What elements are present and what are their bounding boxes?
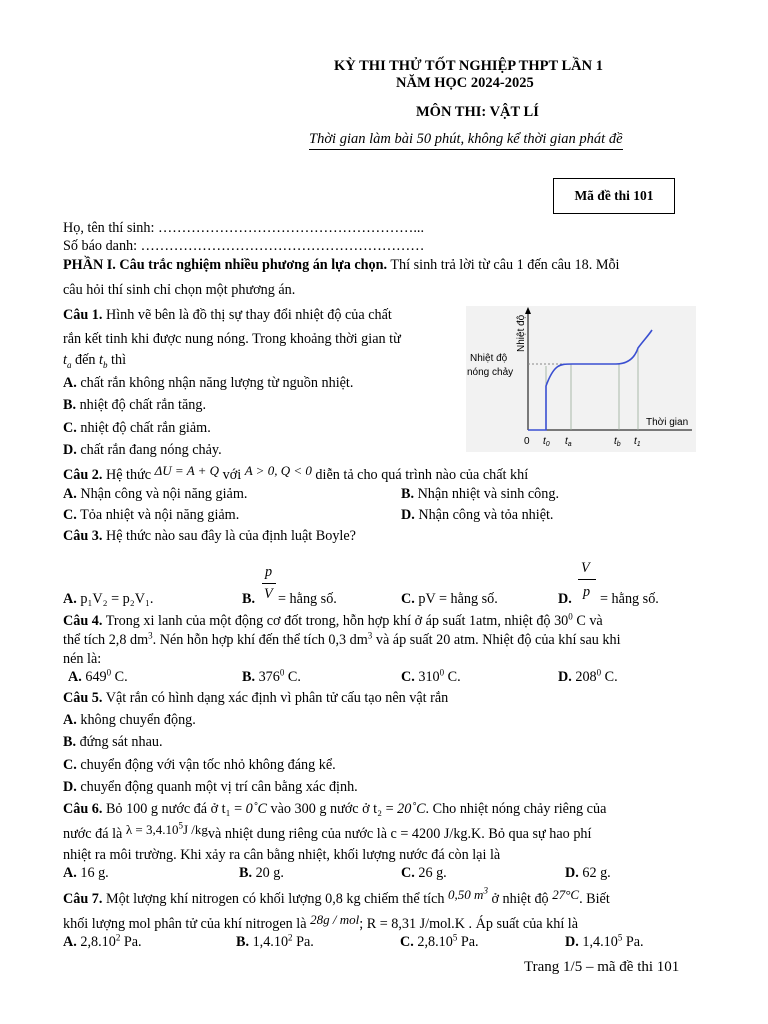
q3-c-label: C.: [401, 591, 415, 607]
q3-b-numerator: p: [265, 564, 273, 580]
q1-d-label: D.: [63, 442, 77, 458]
q3-c-text: pV = hằng số.: [414, 591, 498, 607]
q3-a-label: A.: [63, 591, 77, 607]
origin-label: 0: [524, 436, 530, 447]
q5-option-c: C. chuyển động với vận tốc nhỏ không đáng kể.: [63, 757, 336, 773]
q2-d-label: D.: [401, 507, 415, 523]
q1-mid: đến: [71, 352, 100, 368]
q7-option-a: A. 2,8.10$^2$ Pa.: [63, 932, 142, 950]
q2-a-text: Nhận công và nội năng giảm.: [76, 486, 248, 502]
q4-line1: [63, 612, 603, 630]
q3-a-text: p₁V₂ = p₂V₁.: [76, 591, 154, 607]
part1-heading: [63, 256, 620, 274]
student-id-line: Số báo danh: ……………………………………………………: [63, 238, 425, 254]
q4-option-c: C. $310^0$ C.: [401, 667, 461, 685]
q6-option-d: D. 62 g.: [565, 865, 611, 881]
exam-code: Mã đề thi 101: [574, 188, 654, 203]
q6-line2: nước đá là $\lambda = 3,4.10^5J$ /kgvà nhiệt dung riêng của nước là c = 4200 J/kg.K. Bỏ qua sự hao phí: [63, 820, 592, 842]
q2-with: với: [219, 467, 245, 483]
q2-stem: [63, 463, 529, 484]
q4-text1: Trong xi lanh của một động cơ đốt trong, hỗn hợp khí ở áp suất 1atm, nhiệt độ 30: [102, 613, 569, 629]
time-note: Thời gian làm bài 50 phút, không kể thời gian phát đề: [309, 131, 623, 150]
q3-number: Câu 3.: [63, 528, 103, 544]
q4-line2: thể tích 2,8 $dm^3$. Nén hỗn hợp khí đến thể tích 0,3 $dm^3$ và áp suất 20 atm. Nhiệt độ của khí sau khi: [63, 630, 621, 648]
q1-d-text: chất rắn đang nóng chảy.: [76, 442, 222, 458]
exam-title: KỲ THI THỬ TỐT NGHIỆP THPT LẦN 1: [334, 58, 604, 74]
q3-d-denominator: p: [583, 584, 591, 600]
tb-subscript: b: [103, 359, 108, 370]
q3-d-numerator: V: [581, 560, 590, 576]
q1-number: Câu 1.: [63, 307, 103, 323]
q4-option-b: B. $376^0$ C.: [242, 667, 301, 685]
q2-formula: ΔU = A + Q: [154, 463, 220, 478]
q2-b-text: Nhận nhiệt và sinh công.: [414, 486, 560, 502]
q4-degree: 0: [568, 611, 573, 622]
q5-option-d: D. chuyển động quanh một vị trí cân bằng xác định.: [63, 779, 358, 795]
q1-c-text: nhiệt độ chất rắn giảm.: [76, 420, 211, 436]
melting-graph: [466, 306, 696, 452]
q3-text: Hệ thức nào sau đây là của định luật Boyle?: [102, 528, 356, 544]
q6-line1: Câu 6. Bỏ 100 g nước đá ở t₁ = 0˚C vào 300 g nước ở t₂ = 20˚C. Cho nhiệt nóng chảy riêng của: [63, 801, 607, 817]
q1-option-a: [63, 374, 353, 392]
q4-option-a: A. $649^0$ C.: [68, 667, 128, 685]
q4-line3: nén là:: [63, 651, 102, 667]
q3-stem: [63, 527, 356, 545]
q1-line2: rắn kết tinh khi được nung nóng. Trong khoảng thời gian từ: [63, 331, 401, 347]
x-axis-label: Thời gian: [646, 417, 689, 428]
q3-b-fraction: [262, 564, 276, 608]
q5-option-a: A. không chuyển động.: [63, 712, 196, 728]
q4-text1b: C và: [572, 613, 603, 629]
q6-line3: nhiệt ra môi trường. Khi xảy ra cân bằng nhiệt, khối lượng nước đá còn lại là: [63, 847, 501, 863]
q6-option-a: A. 16 g.: [63, 865, 109, 881]
melt-label-1: Nhiệt độ: [470, 353, 508, 364]
q2-d-text: Nhận công và tỏa nhiệt.: [414, 507, 554, 523]
q7-option-b: B. 1,4.10$^2$ Pa.: [236, 932, 314, 950]
q3-b-denominator: V: [264, 586, 273, 602]
subject-title: MÔN THI: VẬT LÍ: [416, 104, 539, 120]
q7-line2: khối lượng mol phân tử của khí nitrogen là 28g / mol; R = 8,31 J/mol.K . Áp suất của khí là: [63, 912, 579, 932]
q1-line1: [63, 306, 392, 324]
ta-symbol: t: [63, 352, 67, 368]
q6-option-b: B. 20 g.: [239, 865, 284, 881]
q1-text: Hình vẽ bên là đồ thị sự thay đổi nhiệt độ của chất: [102, 307, 392, 323]
melt-label-2: nóng chảy: [467, 367, 514, 378]
q1-end: thì: [107, 352, 127, 368]
part1-instructions: Thí sinh trả lời từ câu 1 đến câu 18. Mỗi: [387, 257, 620, 273]
q7-option-d: D. 1,4.10$^5$ Pa.: [565, 932, 644, 950]
q1-line3: [63, 351, 126, 369]
exam-code-box: [553, 178, 675, 214]
part1-title: PHẦN I. Câu trắc nghiệm nhiều phương án lựa chọn.: [63, 257, 388, 273]
q2-option-a: [63, 486, 247, 503]
ta-label: $t_a$: [565, 436, 572, 448]
tb-label: $t_b$: [614, 436, 621, 448]
q7-line1: Câu 7. Một lượng khí nitrogen có khối lượng 0,8 kg chiếm thể tích 0,50 $m^3$ ở nhiệt độ 27°C. Biết: [63, 885, 610, 907]
q3-option-b: [242, 591, 255, 608]
q4-option-d: D. $208^0$ C.: [558, 667, 618, 685]
q1-a-text: chất rắn không nhận năng lượng từ nguồn nhiệt.: [76, 375, 354, 391]
student-name-line: Họ, tên thí sinh: ………………………………………………...: [63, 220, 424, 236]
q3-b-label: B.: [242, 591, 256, 607]
school-year: NĂM HỌC 2024-2025: [396, 75, 534, 91]
t0-label: $t_0$: [543, 436, 550, 448]
q3-option-c: [401, 591, 498, 608]
q7-option-c: C. 2,8.10$^5$ Pa.: [400, 932, 479, 950]
q1-option-d: [63, 441, 222, 459]
q4-number: Câu 4.: [63, 613, 103, 629]
page-footer: Trang 1/5 – mã đề thi 101: [524, 959, 680, 975]
q3-d-fraction: [578, 560, 598, 606]
q3-b-text: = hằng số.: [278, 591, 337, 607]
q2-a-label: A.: [63, 486, 77, 502]
q2-option-c: [63, 507, 239, 524]
q5-stem: Câu 5. Vật rắn có hình dạng xác định vì phân tử cấu tạo nên vật rắn: [63, 690, 449, 706]
q5-option-b: B. đứng sát nhau.: [63, 734, 163, 750]
q1-b-label: B.: [63, 397, 77, 413]
q1-a-label: A.: [63, 375, 77, 391]
q2-c-text: Tỏa nhiệt và nội năng giảm.: [76, 507, 240, 523]
t1-label: $t_1$: [634, 436, 641, 448]
q3-d-text: = hằng số.: [600, 591, 659, 607]
part1-instructions-2: câu hỏi thí sinh chỉ chọn một phương án.: [63, 282, 296, 298]
q2-c-label: C.: [63, 507, 77, 523]
q1-b-text: nhiệt độ chất rắn tăng.: [76, 397, 207, 413]
q2-option-d: [401, 507, 553, 524]
q1-option-b: [63, 396, 206, 414]
q2-option-b: [401, 486, 559, 503]
q1-option-c: [63, 419, 211, 437]
q1-c-label: C.: [63, 420, 77, 436]
tb-symbol: t: [99, 352, 103, 368]
q2-post: diễn tả cho quá trình nào của chất khí: [311, 467, 529, 483]
q2-pre: Hệ thức: [102, 467, 155, 483]
ta-subscript: a: [66, 359, 72, 370]
q6-option-c: C. 26 g.: [401, 865, 447, 881]
y-axis-label: Nhiệt độ: [516, 314, 527, 352]
q3-option-d: [558, 591, 572, 608]
q3-option-a: [63, 591, 153, 608]
q2-number: Câu 2.: [63, 467, 103, 483]
q2-condition: A > 0, Q < 0: [244, 463, 312, 478]
q2-b-label: B.: [401, 486, 415, 502]
q3-d-label: D.: [558, 591, 572, 607]
